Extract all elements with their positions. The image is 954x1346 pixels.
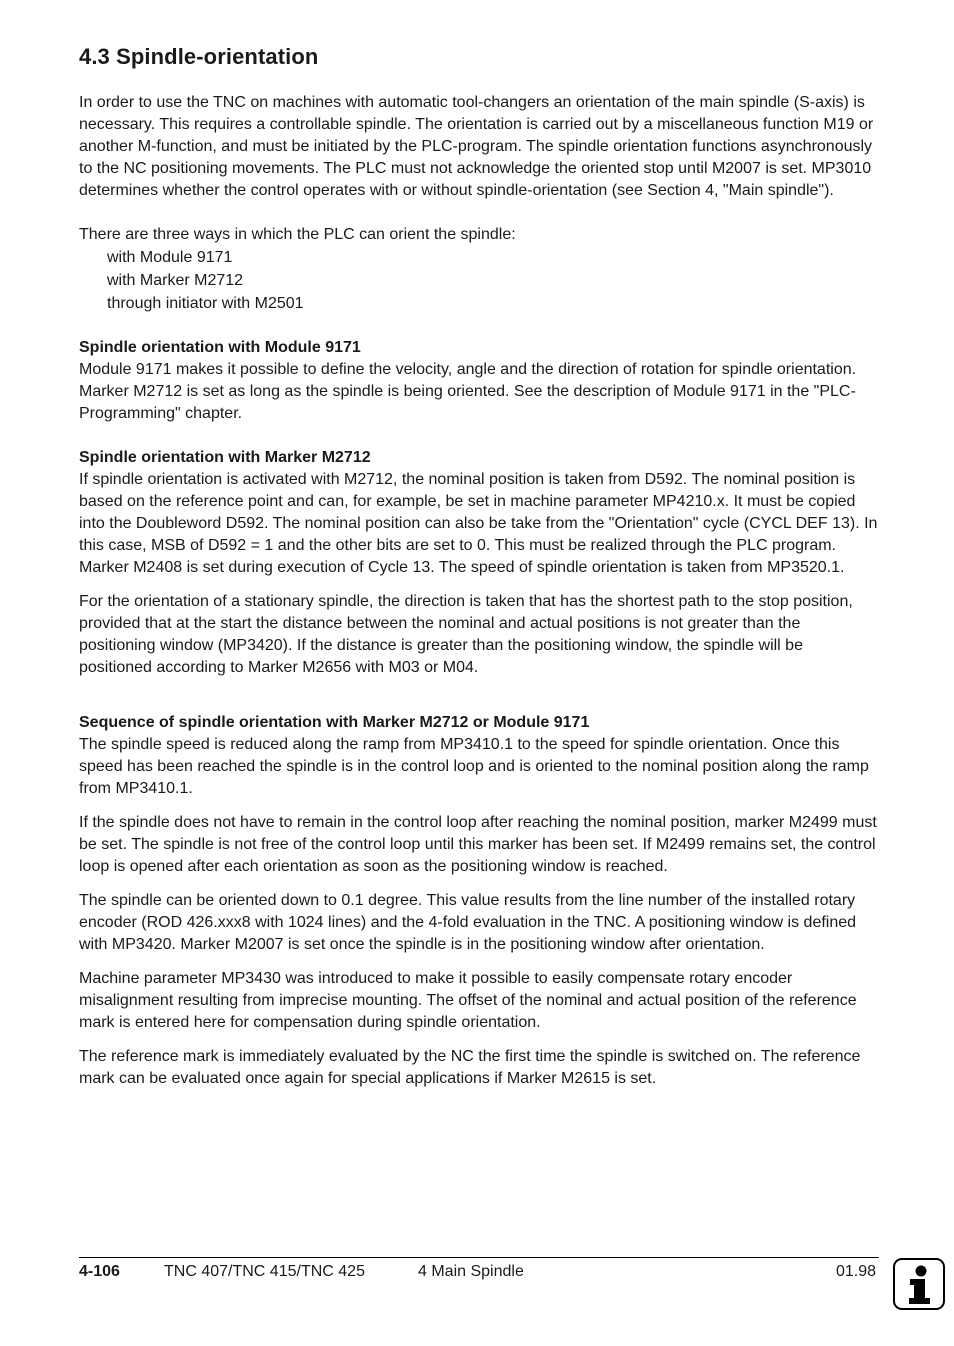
subheading-sequence: Sequence of spindle orientation with Marker M2712 or Module 9171	[79, 714, 590, 731]
subheading-marker-m2712: Spindle orientation with Marker M2712	[79, 449, 371, 466]
intro-paragraph: In order to use the TNC on machines with automatic tool-changers an orientation of the main spindle (S-axis) is necessary. This requires a controllable spindle. The orientation is carried out by a miscellaneous function M19 or another M-function, and must be initiated by the PLC-program. The spindle orientation functions asynchronously to the NC positioning movements. The PLC must not acknowledge the oriented stop until M2007 is set. MP3010 determines whether the control operates with or without spindle-orientation (see Section 4, "Main spindle").	[79, 94, 874, 199]
footer-rule	[79, 1257, 879, 1258]
footer-date: 01.98	[836, 1263, 877, 1280]
marker-m2712-paragraph-1: If spindle orientation is activated with M2712, the nominal position is taken from D592. The nominal position is based on the reference point and can, for example, be set in machine parameter MP4210.x. It must be copied into the Doubleword D592. The nominal position can also be take from the "Orientation" cycle (CYCL DEF 13). In this case, MSB of D592 = 1 and the other bits are set to 0. This must be realized through the PLC program. Marker M2408 is set during execution of Cycle 13. The speed of spindle orientation is taken from MP3520.1.	[79, 471, 878, 576]
footer-model: TNC 407/TNC 415/TNC 425	[164, 1263, 365, 1280]
ways-list	[107, 246, 879, 315]
subheading-module-9171: Spindle orientation with Module 9171	[79, 339, 361, 356]
list-item: through initiator with M2501	[107, 295, 304, 312]
info-icon	[893, 1258, 945, 1310]
page-content	[79, 40, 879, 1102]
sequence-paragraph-1: The spindle speed is reduced along the ramp from MP3410.1 to the speed for spindle orientation. Once this speed has been reached the spindle is in the control loop and is oriented to the nominal position along the ramp from MP3410.1.	[79, 736, 869, 797]
marker-m2712-paragraph-2: For the orientation of a stationary spindle, the direction is taken that has the shortest path to the stop position, provided that at the start the distance between the nominal and actual positions is not greater than the positioning window (MP3420). If the distance is greater than the positioning window, the spindle will be positioned according to Marker M2656 with M03 or M04.	[79, 593, 853, 676]
sequence-paragraph-3: The spindle can be oriented down to 0.1 degree. This value results from the line number of the installed rotary encoder (ROD 426.xxx8 with 1024 lines) and the 4-fold evaluation in the TNC. A positioning window is defined with MP3420. Marker M2007 is set once the spindle is in the positioning window after orientation.	[79, 892, 857, 953]
ways-intro: There are three ways in which the PLC can orient the spindle:	[79, 226, 516, 243]
footer-page-number: 4-106	[79, 1263, 120, 1280]
list-item: with Marker M2712	[107, 272, 244, 289]
section-heading: 4.3 Spindle-orientation	[79, 44, 319, 69]
list-item: with Module 9171	[107, 249, 233, 266]
sequence-paragraph-2: If the spindle does not have to remain in the control loop after reaching the nominal position, marker M2499 must be set. The spindle is not free of the control loop until this marker has been set. If M2499 remains set, the control loop is opened after each orientation as soon as the positioning window is reached.	[79, 814, 877, 875]
sequence-paragraph-5: The reference mark is immediately evaluated by the NC the first time the spindle is switched on. The reference mark can be evaluated once again for special applications if Marker M2615 is set.	[79, 1048, 861, 1087]
footer-chapter: 4 Main Spindle	[418, 1263, 524, 1280]
sequence-paragraph-4: Machine parameter MP3430 was introduced to make it possible to easily compensate rotary encoder misalignment resulting from imprecise mounting. The offset of the nominal and actual position of the reference mark is entered here for compensation during spindle orientation.	[79, 970, 857, 1031]
module-9171-paragraph: Module 9171 makes it possible to define the velocity, angle and the direction of rotation for spindle orientation. Marker M2712 is set as long as the spindle is being oriented. See the description of Module 9171 in the "PLC-Programming" chapter.	[79, 361, 857, 422]
